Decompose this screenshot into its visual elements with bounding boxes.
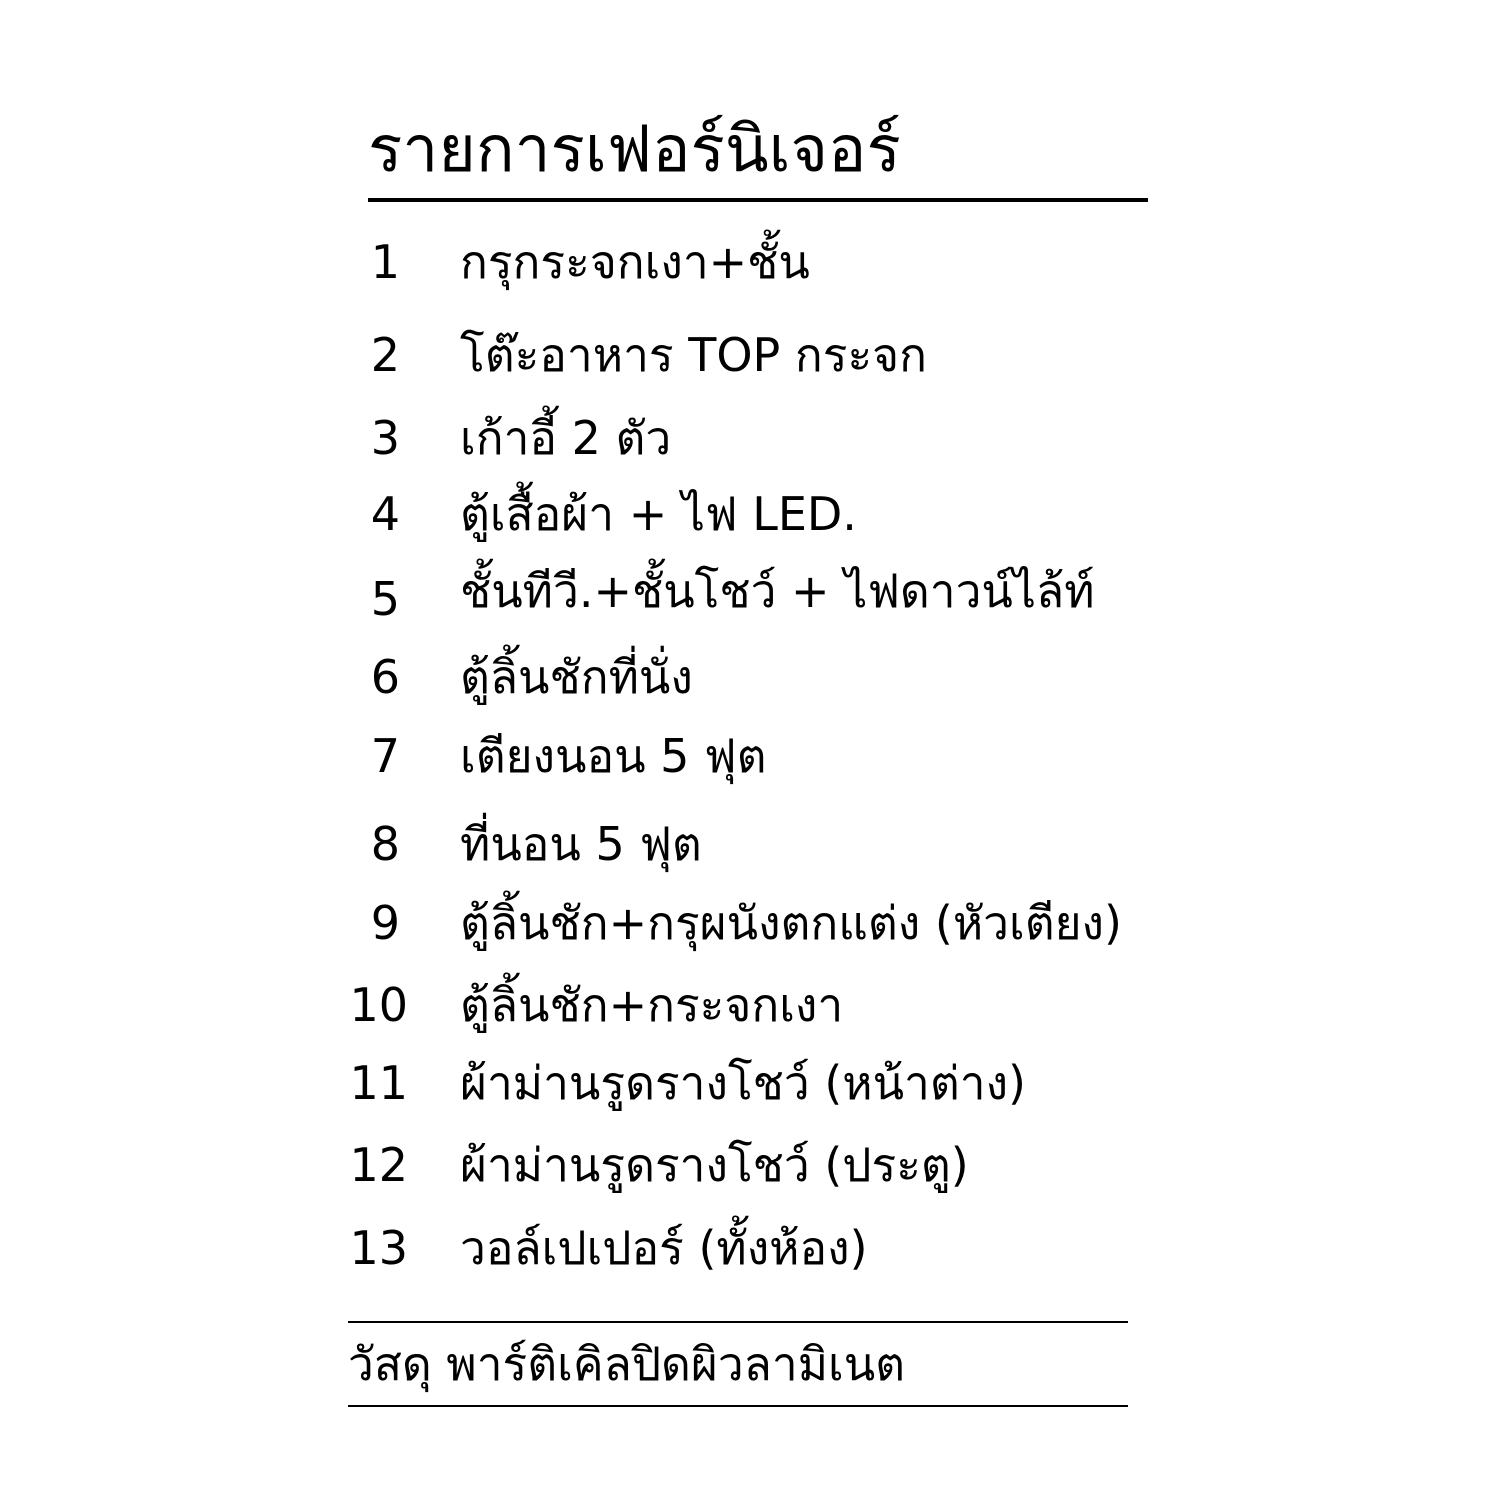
document-title: รายการเฟอร์นิเจอร์	[368, 113, 901, 187]
list-item	[0, 726, 1500, 786]
material-note: วัสดุ พาร์ติเคิลปิดผิวลามิเนต	[348, 1337, 906, 1391]
list-item	[0, 893, 1500, 953]
item-label: ชั้นทีวี.+ชั้นโชว์ + ไฟดาวน์ไล้ท์	[460, 564, 1095, 618]
item-number: 1	[370, 235, 400, 289]
list-item	[0, 484, 1500, 544]
item-number: 4	[370, 487, 400, 541]
item-number: 13	[349, 1221, 408, 1275]
item-number: 6	[370, 650, 400, 704]
item-label: ตู้ลิ้นชักที่นั่ง	[460, 650, 693, 704]
item-number: 3	[370, 411, 400, 465]
list-item	[0, 1053, 1500, 1113]
item-number: 9	[370, 896, 400, 950]
item-label: ที่นอน 5 ฟุต	[460, 817, 702, 871]
item-label: วอล์เปเปอร์ (ทั้งห้อง)	[460, 1221, 868, 1275]
list-item	[0, 647, 1500, 707]
item-label: โต๊ะอาหาร TOP กระจก	[460, 328, 927, 382]
list-item	[0, 408, 1500, 468]
title-underline	[368, 198, 1148, 202]
item-number: 5	[370, 572, 400, 626]
item-label: เก้าอี้ 2 ตัว	[460, 411, 672, 465]
list-item	[0, 975, 1500, 1035]
item-label: ตู้เสื้อผ้า + ไฟ LED.	[460, 487, 857, 541]
item-label: ตู้ลิ้นชัก+กระจกเงา	[460, 978, 844, 1032]
list-item	[0, 1218, 1500, 1278]
item-label: เตียงนอน 5 ฟุต	[460, 729, 767, 783]
item-label: ผ้าม่านรูดรางโชว์ (ประตู)	[460, 1138, 969, 1192]
list-item	[0, 325, 1500, 385]
material-top-rule	[348, 1321, 1128, 1323]
item-number: 2	[370, 328, 400, 382]
item-label: ผ้าม่านรูดรางโชว์ (หน้าต่าง)	[460, 1056, 1026, 1110]
item-number: 10	[349, 978, 408, 1032]
item-number: 7	[370, 729, 400, 783]
list-item	[0, 1135, 1500, 1195]
list-item	[0, 561, 1500, 626]
list-item	[0, 232, 1500, 292]
item-label: ตู้ลิ้นชัก+กรุผนังตกแต่ง (หัวเตียง)	[460, 896, 1122, 950]
item-number: 11	[349, 1056, 408, 1110]
list-item	[0, 814, 1500, 874]
item-number: 8	[370, 817, 400, 871]
item-label: กรุกระจกเงา+ชั้น	[460, 235, 810, 289]
item-number: 12	[349, 1138, 408, 1192]
material-bottom-rule	[348, 1405, 1128, 1407]
